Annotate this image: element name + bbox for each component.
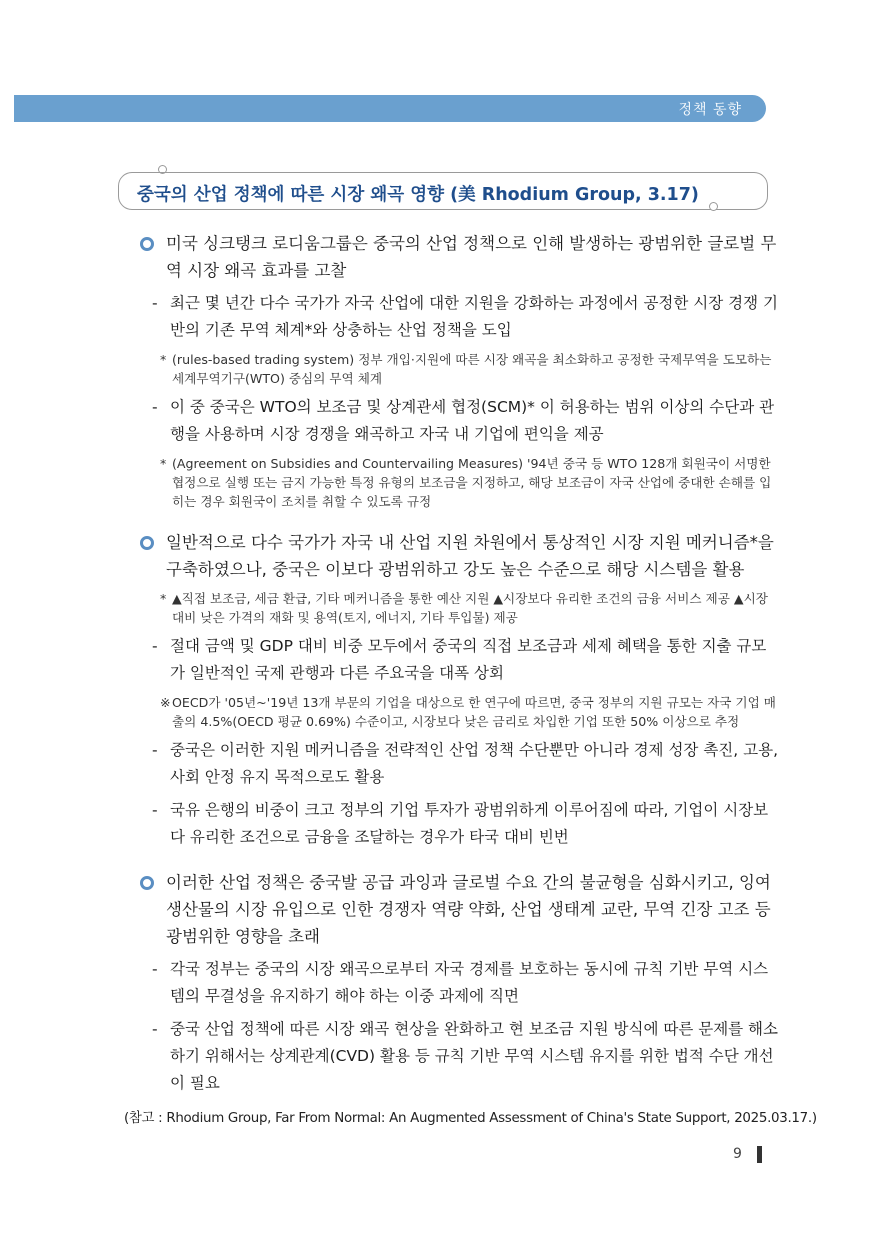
- sub-item: [152, 737, 780, 791]
- footnote-text: (Agreement on Subsidies and Countervailing Measures) '94년 중국 등 WTO 128개 회원국이 서명한 협정으로 실행 또는 금지 가능한 특정 유형의 보조금을 지정하고, 해당 보조금이 자국 산업에 중대한 손해를 입히는 경우 회원국이 조치를 취할 수 있도록 규정: [172, 456, 772, 509]
- footnote: [160, 454, 780, 511]
- sub-item-text: 최근 몇 년간 다수 국가가 자국 산업에 대한 지원을 강화하는 과정에서 공정한 시장 경쟁 기반의 기존 무역 체계*와 상충하는 산업 정책을 도입: [170, 294, 779, 339]
- footnote: [160, 589, 780, 627]
- dash-marker: -: [152, 294, 158, 312]
- footnote: [160, 350, 780, 388]
- sub-item: [152, 956, 780, 1010]
- sub-item-text: 중국은 이러한 지원 메커니즘을 전략적인 산업 정책 수단뿐만 아니라 경제 성장 촉진, 고용, 사회 안정 유지 목적으로도 활용: [170, 741, 779, 786]
- sub-item-text: 이 중 중국은 WTO의 보조금 및 상계관세 협정(SCM)* 이 허용하는 범위 이상의 수단과 관행을 사용하며 시장 경쟁을 왜곡하고 자국 내 기업에 편익을 제공: [170, 398, 775, 443]
- circle-bullet-icon: [140, 536, 154, 550]
- bullet-text: 이러한 산업 정책은 중국발 공급 과잉과 글로벌 수요 간의 불균형을 심화시키고, 잉여 생산물의 시장 유입으로 인한 경쟁자 역량 약화, 산업 생태계 교란, 무역 긴장 고조 등 광범위한 영향을 초래: [166, 873, 771, 946]
- circle-bullet-icon: [140, 237, 154, 251]
- sub-item-text: 절대 금액 및 GDP 대비 비중 모두에서 중국의 직접 보조금과 세제 혜택을 통한 지출 규모가 일반적인 국제 관행과 다른 주요국을 대폭 상회: [170, 637, 767, 682]
- sub-item-text: 국유 은행의 비중이 크고 정부의 기업 투자가 광범위하게 이루어짐에 따라, 기업이 시장보다 유리한 조건으로 금융을 조달하는 경우가 타국 대비 빈번: [170, 801, 769, 846]
- footnote-mark: *: [160, 591, 167, 606]
- bullet-text: 미국 싱크탱크 로디움그룹은 중국의 산업 정책으로 인해 발생하는 광범위한 글로벌 무역 시장 왜곡 효과를 고찰: [166, 234, 777, 280]
- page-number: 9: [733, 1146, 742, 1162]
- footnote-mark: *: [160, 352, 167, 367]
- sub-item: [152, 633, 780, 687]
- circle-bullet-icon: [140, 876, 154, 890]
- footnote-mark: *: [160, 456, 167, 471]
- footnote-text: ▲직접 보조금, 세금 환급, 기타 메커니즘을 통한 예산 지원 ▲시장보다 유리한 조건의 금융 서비스 제공 ▲시장 대비 낮은 가격의 재화 및 용역(토지, 에너지, 기타 투입물) 제공: [172, 591, 768, 625]
- dash-marker: -: [152, 741, 158, 759]
- footnote: [160, 693, 780, 731]
- sub-item-text: 각국 정부는 중국의 시장 왜곡으로부터 자국 경제를 보호하는 동시에 규칙 기반 무역 시스템의 무결성을 유지하기 해야 하는 이중 과제에 직면: [170, 960, 769, 1005]
- bullet-item: [140, 869, 780, 950]
- sub-item: [152, 290, 780, 344]
- footnote-text: OECD가 '05년~'19년 13개 부문의 기업을 대상으로 한 연구에 따르면, 중국 정부의 지원 규모는 자국 기업 매출의 4.5%(OECD 평균 0.69%) 수준이고, 시장보다 낮은 금리로 차입한 기업 또한 50% 이상으로 추정: [172, 695, 776, 729]
- sub-item: [152, 1016, 780, 1097]
- dash-marker: -: [152, 960, 158, 978]
- dash-marker: -: [152, 398, 158, 416]
- title-box: [118, 172, 768, 210]
- page-number-bar: [757, 1146, 762, 1163]
- footnote-mark: ※: [160, 695, 171, 710]
- title-ornament-dot: [709, 202, 718, 211]
- main-content: [140, 230, 780, 1097]
- bullet-item: [140, 230, 780, 284]
- sub-item: [152, 797, 780, 851]
- dash-marker: -: [152, 637, 158, 655]
- dash-marker: -: [152, 801, 158, 819]
- page-title: 중국의 산업 정책에 따른 시장 왜곡 영향 (美 Rhodium Group, 3.17): [137, 185, 699, 205]
- section-label: 정책 동향: [678, 102, 742, 118]
- sub-item-text: 중국 산업 정책에 따른 시장 왜곡 현상을 완화하고 현 보조금 지원 방식에 따른 문제를 해소하기 위해서는 상계관계(CVD) 활용 등 규칙 기반 무역 시스템 유지를 위한 법적 수단 개선이 필요: [170, 1020, 779, 1092]
- footnote-text: (rules-based trading system) 정부 개입·지원에 따른 시장 왜곡을 최소화하고 공정한 국제무역을 도모하는 세계무역기구(WTO) 중심의 무역 체계: [172, 352, 772, 386]
- bullet-item: [140, 529, 780, 583]
- sub-item: [152, 394, 780, 448]
- header-bar: [14, 95, 766, 122]
- bullet-text: 일반적으로 다수 국가가 자국 내 산업 지원 차원에서 통상적인 시장 지원 메커니즘*을 구축하였으나, 중국은 이보다 광범위하고 강도 높은 수준으로 해당 시스템을 활용: [166, 533, 774, 579]
- dash-marker: -: [152, 1020, 158, 1038]
- reference-citation: (참고 : Rhodium Group, Far From Normal: An Augmented Assessment of China's State Support, 2025.03.17.): [124, 1111, 817, 1126]
